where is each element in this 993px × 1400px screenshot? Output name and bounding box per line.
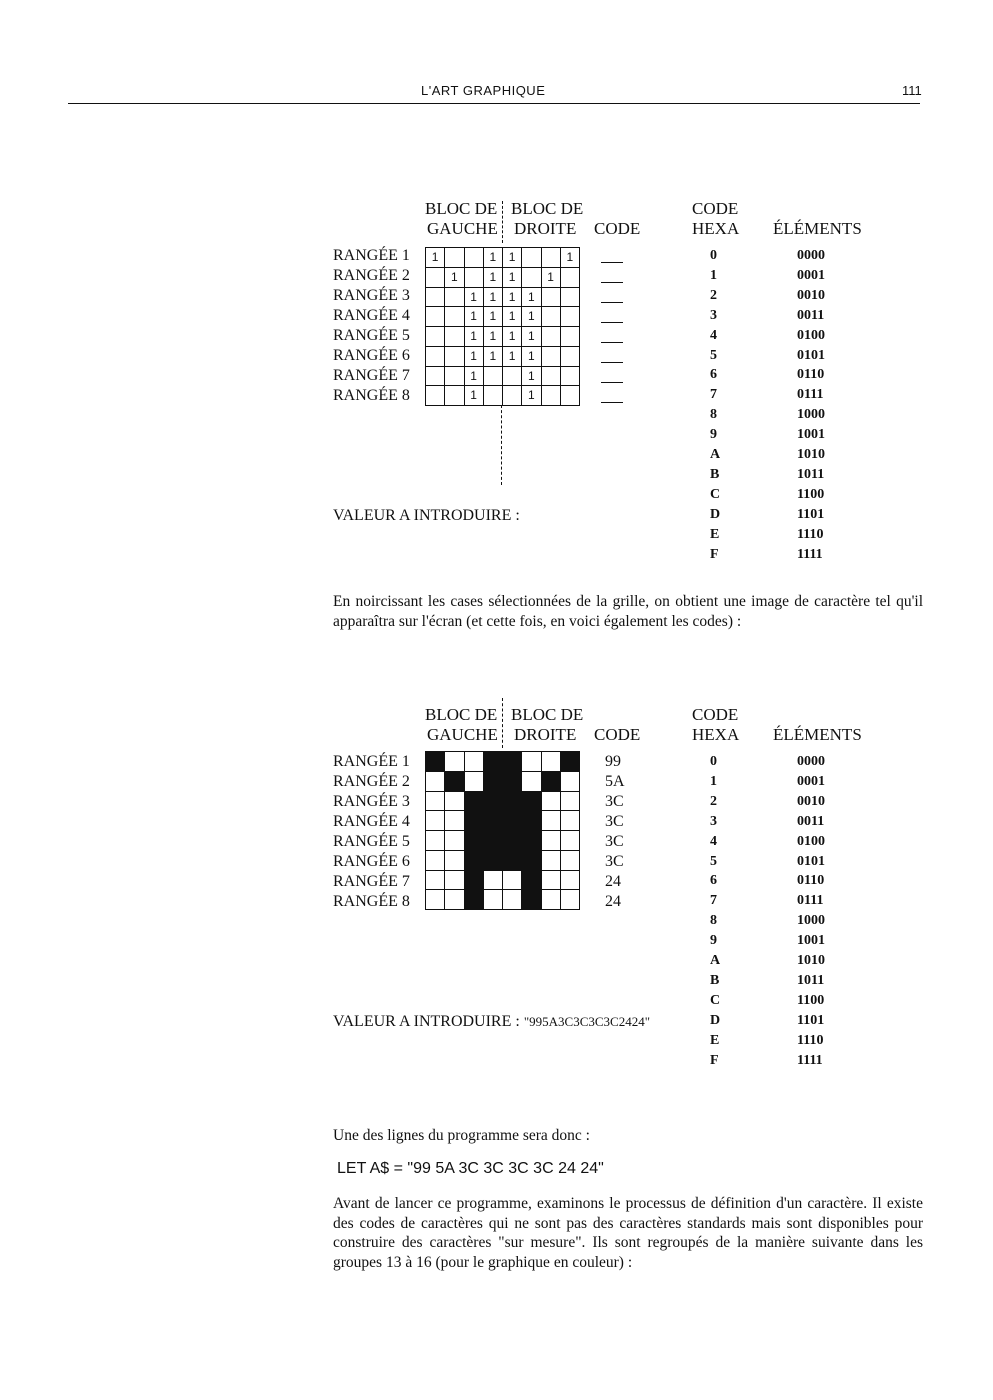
fig2-value-label-text: VALEUR A INTRODUIRE :	[333, 1013, 520, 1030]
fig2-grid-cell	[561, 831, 580, 851]
fig2-grid-cell	[426, 851, 445, 871]
fig2-code-hexa-header-line2: HEXA	[692, 725, 740, 744]
fig2-hex-digit: 0	[710, 754, 717, 769]
page-number: 111	[902, 83, 922, 98]
fig2-binary-value: 1110	[797, 1032, 824, 1048]
fig1-grid-cell	[503, 367, 522, 387]
fig2-binary-value: 1011	[797, 972, 825, 988]
fig2-grid-cell	[503, 831, 522, 851]
fig2-binary-value: 1101	[797, 1012, 825, 1028]
fig1-hex-digit: 6	[710, 367, 717, 383]
fig2-hex-digit: C	[710, 992, 721, 1008]
fig1-grid-cell: 1	[465, 288, 484, 308]
fig2-row-label: RANGÉE 2	[333, 773, 410, 790]
fig1-binary-value: 1000	[797, 407, 825, 423]
fig1-binary-value: 0001	[797, 267, 825, 283]
fig2-grid-cell	[561, 752, 580, 772]
fig1-grid-cell	[561, 268, 580, 288]
fig1-binary-value: 1001	[797, 427, 825, 443]
fig1-right-block-header-line1: BLOC DE	[511, 199, 584, 218]
fig2-binary-value: 1111	[797, 1052, 823, 1068]
fig1-binary-value: 0100	[797, 327, 825, 343]
fig1-grid-cell: 1	[465, 367, 484, 387]
fig2-grid-cell	[542, 752, 561, 772]
program-line: LET A$ = "99 5A 3C 3C 3C 3C 24 24"	[337, 1160, 604, 1177]
fig2-row-label: RANGÉE 1	[333, 753, 410, 770]
fig2-grid-cell	[522, 831, 541, 851]
fig1-hex-digit: 2	[710, 287, 717, 303]
fig2-grid-cell	[445, 772, 464, 792]
fig1-hex-digit: E	[710, 526, 720, 542]
fig1-binary-value: 1101	[797, 506, 825, 522]
fig1-grid-cell: 1	[465, 386, 484, 406]
fig2-grid-cell	[484, 831, 503, 851]
fig2-grid-cell	[542, 792, 561, 812]
fig2-grid-cell	[522, 890, 541, 910]
fig2-grid-cell	[542, 772, 561, 792]
fig1-bit-grid	[425, 247, 580, 406]
fig1-binary-value: 1110	[797, 526, 824, 542]
running-header: L'ART GRAPHIQUE	[421, 83, 546, 98]
fig1-grid-cell	[542, 347, 561, 367]
fig1-hex-digit: 5	[710, 347, 717, 363]
fig1-grid-cell: 1	[522, 347, 541, 367]
fig1-code-dash	[601, 382, 623, 383]
fig2-binary-value: 1100	[797, 992, 825, 1008]
fig1-grid-cell: 1	[484, 327, 503, 347]
fig1-grid-cell	[542, 386, 561, 406]
fig1-grid-cell	[542, 367, 561, 387]
fig1-grid-cell	[426, 268, 445, 288]
fig1-grid-cell	[561, 386, 580, 406]
fig2-grid-cell	[522, 871, 541, 891]
fig2-binary-value: 0010	[797, 793, 825, 809]
fig2-grid-cell	[445, 792, 464, 812]
fig2-grid-cell	[484, 752, 503, 772]
fig1-grid-cell	[465, 268, 484, 288]
fig2-grid-cell	[465, 752, 484, 772]
fig2-left-block-header-line2: GAUCHE	[427, 725, 498, 744]
fig2-grid-cell	[465, 792, 484, 812]
fig1-binary-value: 0000	[797, 248, 825, 263]
fig2-row-label: RANGÉE 5	[333, 833, 410, 850]
fig2-hex-digit: 1	[710, 773, 717, 789]
fig1-hex-digit: 1	[710, 267, 717, 283]
fig2-grid-cell	[484, 792, 503, 812]
fig2-hex-digit: 5	[710, 853, 717, 869]
fig1-hex-digit: B	[710, 466, 720, 482]
fig1-code-dash	[601, 282, 623, 283]
fig1-value-label: VALEUR A INTRODUIRE :	[333, 507, 520, 524]
paragraph-1: En noircissant les cases sélectionnées de la grille, on obtient une image de caractère tel qu'il apparaîtra sur l'écran (et cette fois, en voici également les codes) :	[333, 593, 923, 630]
fig1-grid-cell	[522, 248, 541, 268]
fig2-grid-cell	[465, 811, 484, 831]
fig1-grid-cell	[542, 288, 561, 308]
fig2-value-label	[333, 1012, 650, 1032]
fig2-row-label: RANGÉE 4	[333, 813, 410, 830]
fig1-binary-value: 1011	[797, 466, 825, 482]
fig1-grid-cell	[503, 386, 522, 406]
fig1-hex-digit: 0	[710, 248, 717, 263]
fig2-hex-digit: 3	[710, 813, 717, 829]
fig1-row-label: RANGÉE 1	[333, 247, 410, 264]
fig1-hex-digit: 7	[710, 387, 717, 403]
fig1-code-dash	[601, 322, 623, 323]
fig2-grid-cell	[465, 831, 484, 851]
fig2-row-code: 3C	[605, 853, 624, 870]
fig2-grid-cell	[561, 871, 580, 891]
fig2-grid-cell	[426, 752, 445, 772]
fig2-row-label: RANGÉE 6	[333, 853, 410, 870]
fig2-row-label: RANGÉE 8	[333, 893, 410, 910]
fig2-grid-cell	[542, 890, 561, 910]
fig1-grid-cell: 1	[522, 288, 541, 308]
fig1-grid-cell: 1	[522, 307, 541, 327]
fig1-binary-value: 0101	[797, 347, 825, 363]
fig1-grid-cell: 1	[426, 248, 445, 268]
fig1-hex-digit: D	[710, 506, 721, 522]
fig2-grid-cell	[465, 890, 484, 910]
fig2-row-code: 24	[605, 893, 621, 910]
fig1-grid-cell: 1	[503, 248, 522, 268]
fig1-grid-cell	[426, 347, 445, 367]
fig2-binary-value: 0111	[797, 893, 824, 909]
fig2-grid-cell	[445, 752, 464, 772]
fig2-grid-cell	[484, 871, 503, 891]
fig1-grid-cell: 1	[484, 248, 503, 268]
fig2-grid-cell	[445, 890, 464, 910]
fig2-hex-digit: 4	[710, 833, 717, 849]
fig1-grid-cell: 1	[522, 367, 541, 387]
fig1-hex-digit: 4	[710, 327, 717, 343]
fig1-grid-cell	[426, 288, 445, 308]
fig2-grid-cell	[445, 811, 464, 831]
fig2-binary-value: 0101	[797, 853, 825, 869]
fig2-code-hexa-header-line1: CODE	[692, 705, 739, 724]
fig2-grid-cell	[426, 811, 445, 831]
fig1-grid-cell	[561, 367, 580, 387]
fig2-grid-cell	[542, 831, 561, 851]
fig1-hex-digit: 3	[710, 307, 717, 323]
fig2-row-label: RANGÉE 3	[333, 793, 410, 810]
header-rule	[68, 103, 920, 104]
fig2-grid-cell	[561, 890, 580, 910]
fig2-hex-digit: 8	[710, 913, 717, 929]
fig2-grid-cell	[445, 871, 464, 891]
fig2-right-block-header-line1: BLOC DE	[511, 705, 584, 724]
fig2-grid-cell	[542, 851, 561, 871]
fig1-hex-digit: C	[710, 486, 721, 502]
fig2-grid-cell	[465, 772, 484, 792]
fig1-grid-cell	[445, 327, 464, 347]
fig2-hex-digit: D	[710, 1012, 721, 1028]
fig1-grid-cell	[484, 367, 503, 387]
fig2-left-block-header-line1: BLOC DE	[425, 705, 498, 724]
fig2-grid-cell	[426, 792, 445, 812]
fig1-row-label: RANGÉE 7	[333, 367, 410, 384]
fig1-grid-cell	[445, 307, 464, 327]
fig1-grid-cell: 1	[465, 327, 484, 347]
fig2-grid-cell	[465, 851, 484, 871]
fig2-hex-digit: A	[710, 953, 721, 968]
fig2-binary-value: 0110	[797, 873, 825, 889]
fig2-grid-cell	[503, 851, 522, 871]
fig1-grid-cell	[445, 386, 464, 406]
fig1-hex-digit: F	[710, 546, 719, 562]
fig1-grid-cell	[542, 248, 561, 268]
fig1-code-dash	[601, 402, 623, 403]
fig1-binary-value: 1010	[797, 447, 825, 462]
fig1-grid-cell: 1	[465, 347, 484, 367]
fig2-grid-cell	[445, 851, 464, 871]
fig2-grid-cell	[561, 792, 580, 812]
fig2-character-grid	[425, 751, 580, 910]
fig2-binary-value: 0100	[797, 833, 825, 849]
fig2-grid-cell	[484, 890, 503, 910]
fig1-grid-cell	[561, 307, 580, 327]
fig2-hex-digit: 2	[710, 793, 717, 809]
fig1-hex-digit: 8	[710, 407, 717, 423]
fig1-hex-digit: 9	[710, 427, 717, 443]
fig1-grid-cell: 1	[484, 347, 503, 367]
fig1-binary-value: 0111	[797, 387, 824, 403]
fig1-divider-bottom	[501, 405, 502, 485]
fig1-grid-cell	[426, 367, 445, 387]
fig2-binary-value: 0000	[797, 754, 825, 769]
fig1-left-block-header-line2: GAUCHE	[427, 219, 498, 238]
fig1-grid-cell	[465, 248, 484, 268]
fig2-row-code: 3C	[605, 793, 624, 810]
fig2-grid-cell	[522, 752, 541, 772]
fig2-binary-value: 0001	[797, 773, 825, 789]
fig1-grid-cell: 1	[445, 268, 464, 288]
fig1-grid-cell	[445, 347, 464, 367]
fig1-code-dash	[601, 362, 623, 363]
fig2-grid-cell	[484, 772, 503, 792]
fig2-grid-cell	[542, 811, 561, 831]
fig1-grid-cell: 1	[503, 288, 522, 308]
paragraph-3: Avant de lancer ce programme, examinons le processus de définition d'un caractère. Il existe des codes de caractères qui ne sont pas des caractères standards mais sont disponibles pour construire des caractères "sur mesure". Ils sont regroupés de la manière suivante dans les groupes 13 à 16 (pour le graphique en couleur) :	[333, 1195, 923, 1271]
fig1-grid-cell	[561, 327, 580, 347]
fig1-grid-cell: 1	[503, 268, 522, 288]
fig1-binary-value: 1111	[797, 546, 823, 562]
fig1-left-block-header-line1: BLOC DE	[425, 199, 498, 218]
fig2-grid-cell	[465, 871, 484, 891]
fig1-grid-cell: 1	[503, 327, 522, 347]
fig2-row-code: 24	[605, 873, 621, 890]
fig2-binary-value: 1010	[797, 953, 825, 968]
fig1-right-block-header-line2: DROITE	[514, 219, 577, 238]
fig2-grid-cell	[503, 772, 522, 792]
fig1-grid-cell: 1	[522, 386, 541, 406]
fig2-grid-cell	[561, 772, 580, 792]
fig1-divider-top	[502, 201, 503, 243]
fig2-grid-cell	[561, 851, 580, 871]
fig1-row-label: RANGÉE 5	[333, 327, 410, 344]
fig2-grid-cell	[542, 871, 561, 891]
fig2-hex-digit: 9	[710, 933, 717, 949]
fig2-grid-cell	[503, 792, 522, 812]
fig1-code-dash	[601, 262, 623, 263]
fig2-row-code: 3C	[605, 813, 624, 830]
fig1-binary-value: 0011	[797, 307, 825, 323]
fig1-code-hexa-header-line1: CODE	[692, 199, 739, 218]
fig2-grid-cell	[426, 871, 445, 891]
fig2-row-code: 99	[605, 753, 621, 770]
fig2-grid-cell	[484, 811, 503, 831]
fig1-grid-cell	[484, 386, 503, 406]
fig1-row-label: RANGÉE 8	[333, 387, 410, 404]
fig2-row-label: RANGÉE 7	[333, 873, 410, 890]
fig1-grid-cell: 1	[503, 307, 522, 327]
fig2-grid-cell	[522, 811, 541, 831]
fig2-elements-header: ÉLÉMENTS	[773, 725, 862, 744]
fig2-hex-digit: 6	[710, 873, 717, 889]
fig1-row-label: RANGÉE 4	[333, 307, 410, 324]
fig1-grid-cell	[542, 327, 561, 347]
fig1-binary-value: 1100	[797, 486, 825, 502]
fig2-grid-cell	[484, 851, 503, 871]
fig2-divider-top	[502, 698, 503, 748]
fig2-grid-cell	[503, 811, 522, 831]
fig2-binary-value: 1000	[797, 913, 825, 929]
fig1-grid-cell	[561, 347, 580, 367]
fig1-grid-cell: 1	[522, 327, 541, 347]
fig2-hex-digit: 7	[710, 893, 717, 909]
fig1-grid-cell: 1	[465, 307, 484, 327]
fig2-hex-digit: F	[710, 1052, 719, 1068]
fig1-binary-value: 0110	[797, 367, 825, 383]
fig2-grid-cell	[522, 851, 541, 871]
fig2-grid-cell	[426, 772, 445, 792]
fig1-grid-cell	[542, 307, 561, 327]
fig1-grid-cell: 1	[503, 347, 522, 367]
fig1-grid-cell	[445, 248, 464, 268]
fig2-grid-cell	[445, 831, 464, 851]
fig2-hex-digit: E	[710, 1032, 720, 1048]
fig2-grid-cell	[561, 811, 580, 831]
fig1-hex-digit: A	[710, 447, 721, 462]
fig2-grid-cell	[426, 890, 445, 910]
fig2-grid-cell	[503, 871, 522, 891]
fig1-grid-cell	[426, 307, 445, 327]
paragraph-2: Une des lignes du programme sera donc :	[333, 1127, 590, 1144]
fig1-grid-cell	[561, 288, 580, 308]
fig1-grid-cell: 1	[484, 288, 503, 308]
fig1-code-hexa-header-line2: HEXA	[692, 219, 740, 238]
fig1-grid-cell: 1	[484, 268, 503, 288]
fig1-row-label: RANGÉE 6	[333, 347, 410, 364]
fig2-right-block-header-line2: DROITE	[514, 725, 577, 744]
fig1-grid-cell	[426, 386, 445, 406]
fig2-hex-digit: B	[710, 972, 720, 988]
fig2-grid-cell	[503, 890, 522, 910]
fig2-binary-value: 0011	[797, 813, 825, 829]
fig1-grid-cell: 1	[542, 268, 561, 288]
fig2-row-code: 5A	[605, 773, 625, 790]
fig2-code-header: CODE	[594, 725, 641, 744]
fig2-grid-cell	[503, 752, 522, 772]
fig1-grid-cell: 1	[484, 307, 503, 327]
fig1-binary-value: 0010	[797, 287, 825, 303]
fig2-grid-cell	[426, 831, 445, 851]
fig2-binary-value: 1001	[797, 933, 825, 949]
fig1-code-header: CODE	[594, 219, 641, 238]
fig1-grid-cell	[426, 327, 445, 347]
fig1-row-label: RANGÉE 2	[333, 267, 410, 284]
fig1-grid-cell	[522, 268, 541, 288]
fig1-grid-cell	[445, 367, 464, 387]
fig2-row-code: 3C	[605, 833, 624, 850]
fig2-value: "995A3C3C3C3C2424"	[523, 1014, 651, 1029]
fig2-grid-cell	[522, 772, 541, 792]
fig1-code-dash	[601, 302, 623, 303]
fig2-grid-cell	[522, 792, 541, 812]
fig1-grid-cell: 1	[561, 248, 580, 268]
fig1-code-dash	[601, 342, 623, 343]
fig1-grid-cell	[445, 288, 464, 308]
fig1-row-label: RANGÉE 3	[333, 287, 410, 304]
fig1-elements-header: ÉLÉMENTS	[773, 219, 862, 238]
